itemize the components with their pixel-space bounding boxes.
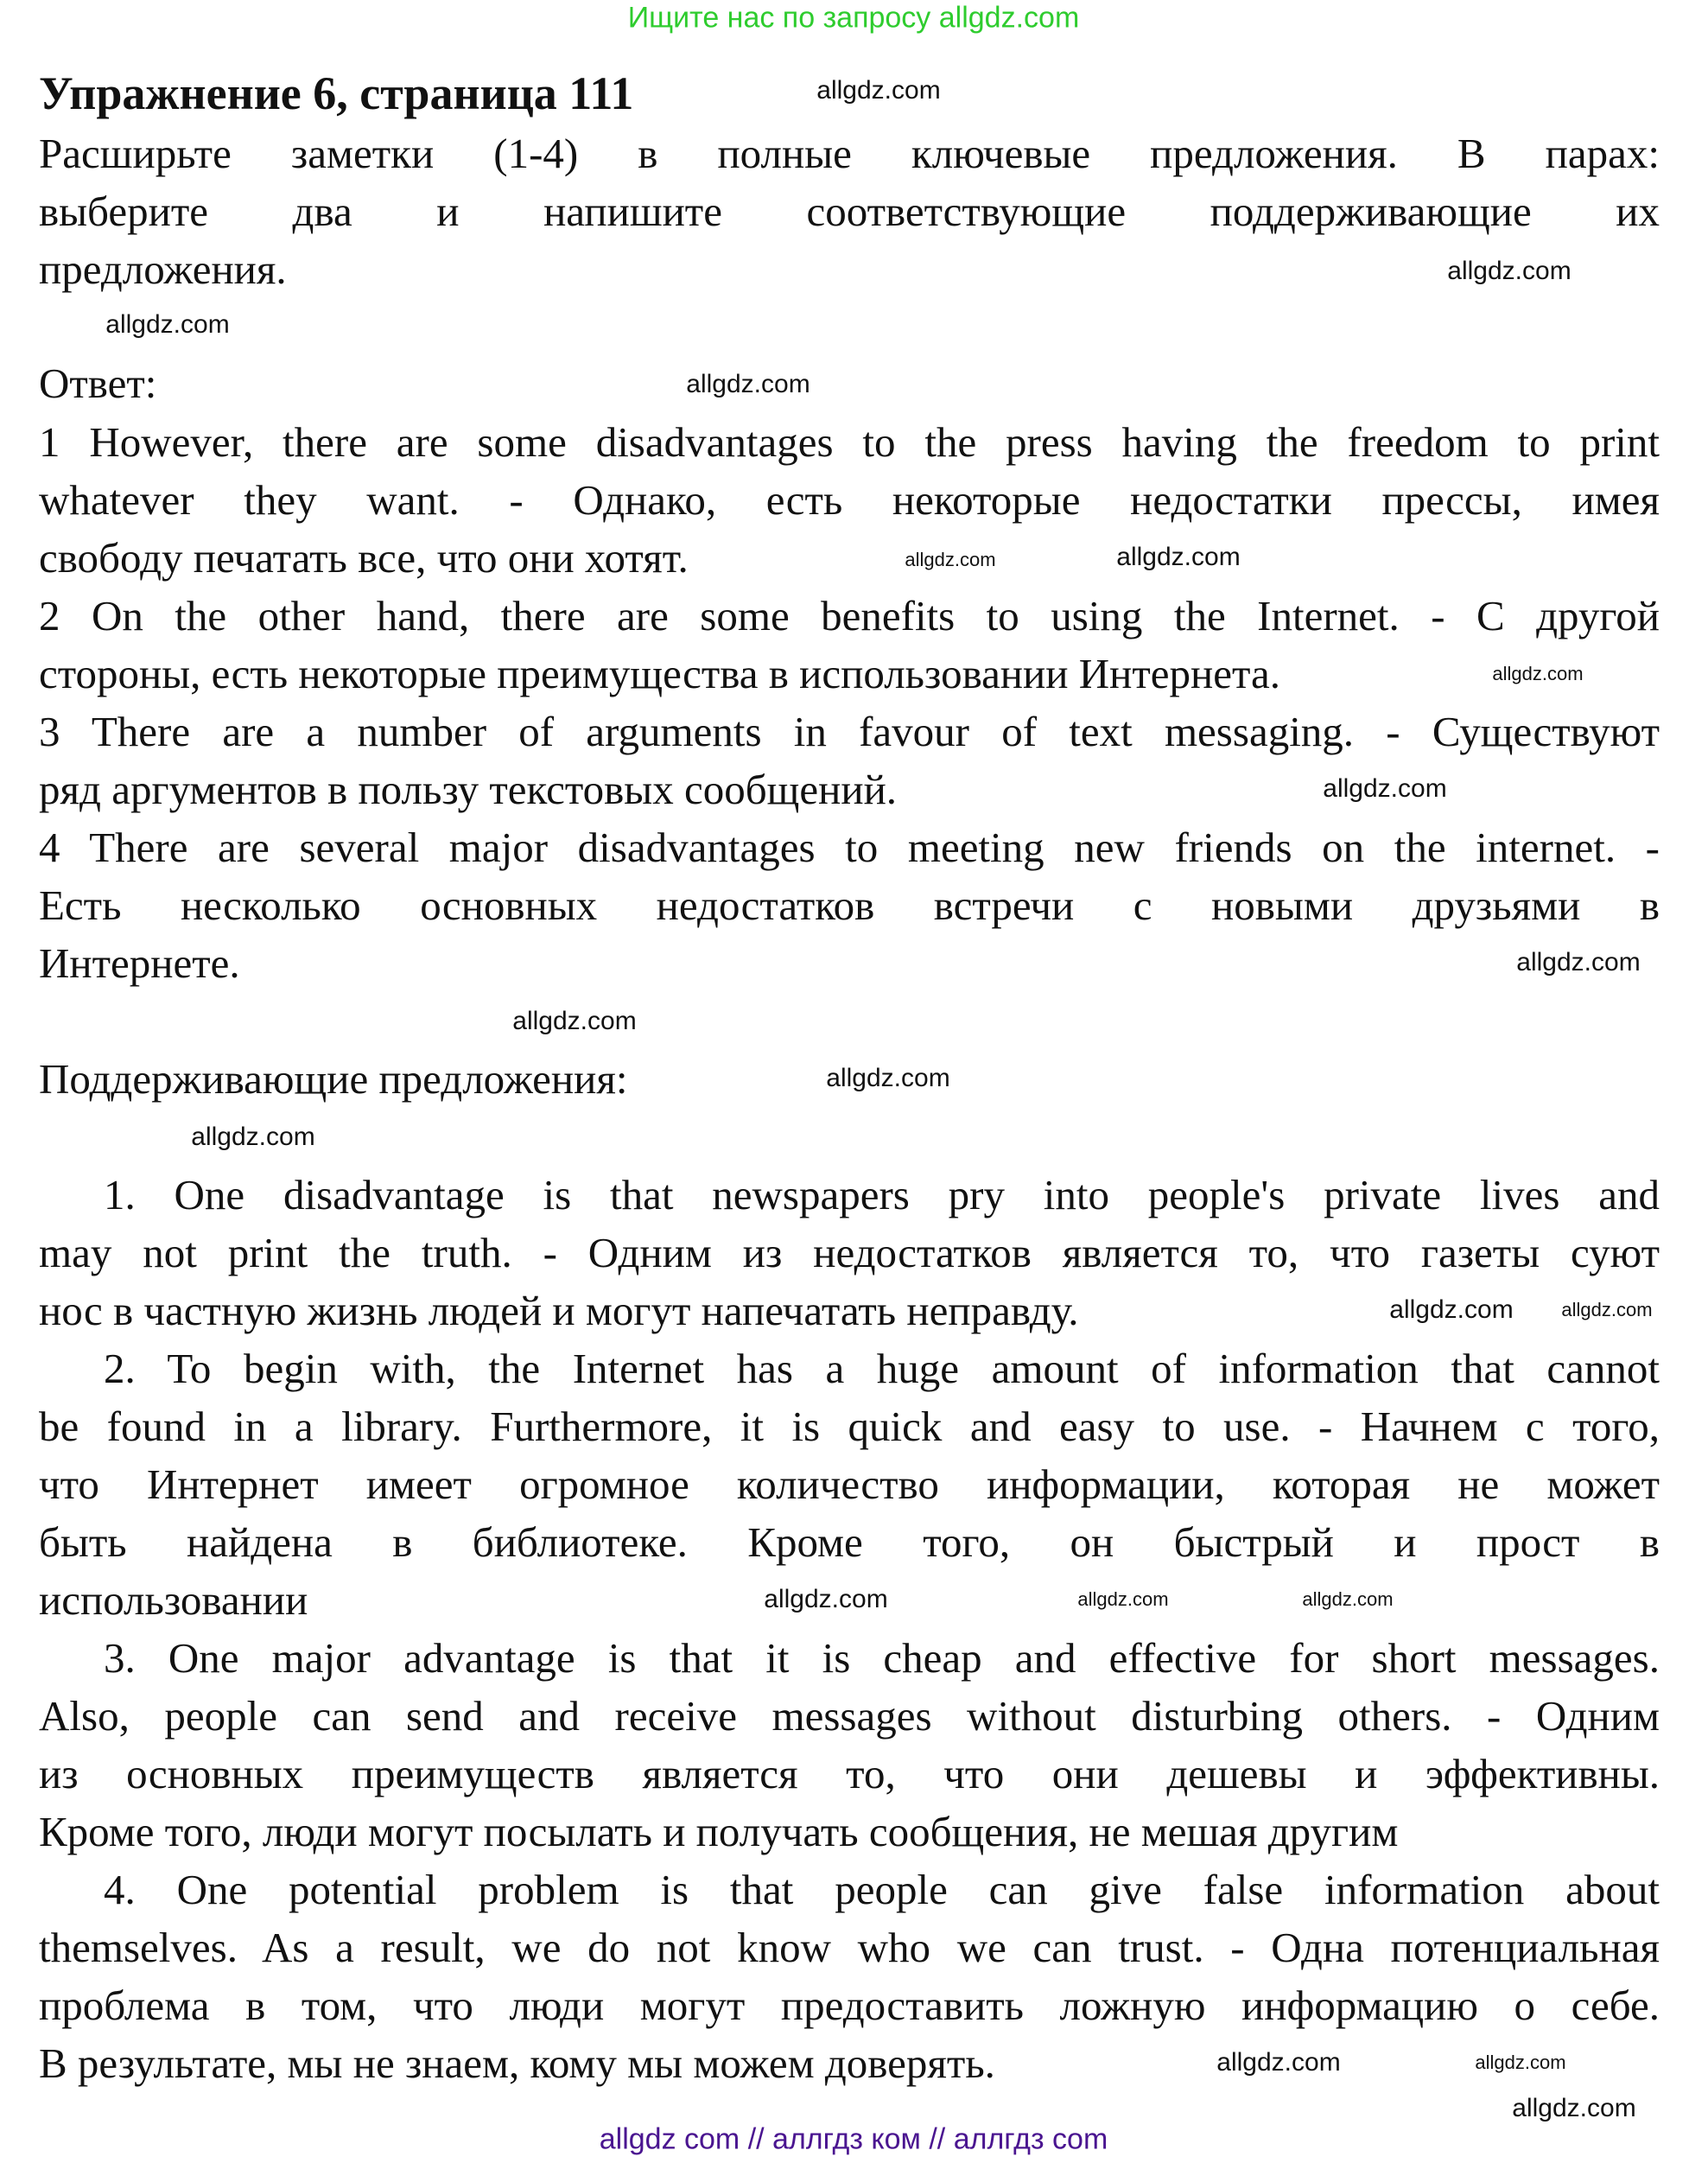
- watermark: allgdz.com: [105, 310, 230, 339]
- watermark: allgdz.com: [1492, 663, 1584, 684]
- watermark: allgdz.com: [826, 1064, 950, 1092]
- text-line: may not print the truth. - Одним из недостатков является то, что газеты суют: [39, 1229, 1660, 1276]
- text-line: Расширьте заметки (1-4) в полные ключевые предложения. В парах:: [39, 130, 1660, 177]
- answers-list: [39, 413, 1660, 992]
- text-line: 1. One disadvantage is that newspapers pry into people's private lives and: [104, 1171, 1660, 1218]
- text-line: свободу печатать все, что они хотят.: [39, 534, 689, 582]
- answer-label: [39, 354, 1660, 412]
- watermark: allgdz.com: [764, 1585, 888, 1613]
- text-line: нос в частную жизнь людей и могут напечатать неправду.: [39, 1287, 1079, 1334]
- text-line: что Интернет имеет огромное количество информации, которая не может: [39, 1460, 1660, 1508]
- watermark: allgdz.com: [1216, 2048, 1341, 2077]
- text-line: 4 There are several major disadvantages to meeting new friends on the internet. -: [39, 824, 1660, 871]
- watermark: allgdz.com: [1323, 774, 1447, 803]
- text-line: ряд аргументов в пользу текстовых сообщений.: [39, 766, 898, 813]
- text-line: стороны, есть некоторые преимущества в использовании Интернета.: [39, 650, 1280, 697]
- watermark: allgdz.com: [1475, 2052, 1566, 2073]
- watermark: allgdz.com: [1389, 1295, 1514, 1324]
- text-line: предложения.: [39, 245, 287, 293]
- text-line: 3. One major advantage is that it is cheap and effective for short messages.: [104, 1634, 1660, 1682]
- text-line: Интернете.: [39, 939, 240, 987]
- text-line: Есть несколько основных недостатков встречи с новыми друзьями в: [39, 881, 1660, 929]
- text-line: из основных преимуществ является то, что они дешевы и эффективны.: [39, 1750, 1660, 1797]
- watermark: allgdz.com: [512, 1007, 637, 1035]
- watermark: allgdz.com: [191, 1123, 315, 1151]
- watermark: allgdz.com: [1447, 257, 1571, 285]
- page-title: Упражнение 6, страница 111: [39, 67, 634, 119]
- watermark: allgdz.com: [816, 76, 941, 105]
- watermark: allgdz.com: [1561, 1299, 1653, 1320]
- text-line: 4. One potential problem is that people can give false information about: [104, 1866, 1660, 1913]
- watermark: allgdz.com: [1516, 948, 1641, 977]
- watermark: allgdz.com: [1077, 1588, 1169, 1610]
- supporting-label-text: Поддерживающие предложения:: [39, 1055, 628, 1103]
- text-line: themselves. As a result, we do not know who we can trust. - Одна потенциальная: [39, 1924, 1660, 1971]
- text-line: Кроме того, люди могут посылать и получать сообщения, не мешая другим: [39, 1808, 1399, 1855]
- watermark: allgdz.com: [1512, 2094, 1636, 2122]
- text-line: be found in a library. Furthermore, it is quick and easy to use. - Начнем с того,: [39, 1403, 1660, 1450]
- task-text: [39, 124, 1660, 298]
- watermark: allgdz.com: [1116, 543, 1241, 571]
- text-line: проблема в том, что люди могут предоставить ложную информацию о себе.: [39, 1982, 1660, 2029]
- text-line: выберите два и напишите соответствующие поддерживающие их: [39, 188, 1660, 235]
- text-line: whatever they want. - Однако, есть некоторые недостатки прессы, имея: [39, 476, 1660, 524]
- search-banner-link[interactable]: Ищите нас по запросу allgdz.com: [627, 1, 1080, 35]
- watermark: allgdz.com: [905, 549, 996, 570]
- watermark: allgdz.com: [686, 370, 810, 398]
- text-line: быть найдена в библиотеке. Кроме того, он быстрый и прост в: [39, 1518, 1660, 1566]
- watermark: allgdz.com: [1302, 1588, 1394, 1610]
- text-line: использовании: [39, 1576, 308, 1624]
- answer-label-text: Ответ:: [39, 359, 157, 407]
- text-line: 2 On the other hand, there are some benefits to using the Internet. - С другой: [39, 592, 1660, 639]
- footer-banner: allgdz com // аллгдз ком // аллгдз com: [599, 2122, 1108, 2156]
- text-line: 2. To begin with, the Internet has a huge amount of information that cannot: [104, 1345, 1660, 1392]
- text-line: 1 However, there are some disadvantages to the press having the freedom to print: [39, 418, 1660, 466]
- text-line: 3 There are a number of arguments in favour of text messaging. - Существуют: [39, 708, 1660, 755]
- text-line: В результате, мы не знаем, кому мы можем доверять.: [39, 2039, 995, 2087]
- text-line: Also, people can send and receive messages without disturbing others. - Одним: [39, 1692, 1660, 1740]
